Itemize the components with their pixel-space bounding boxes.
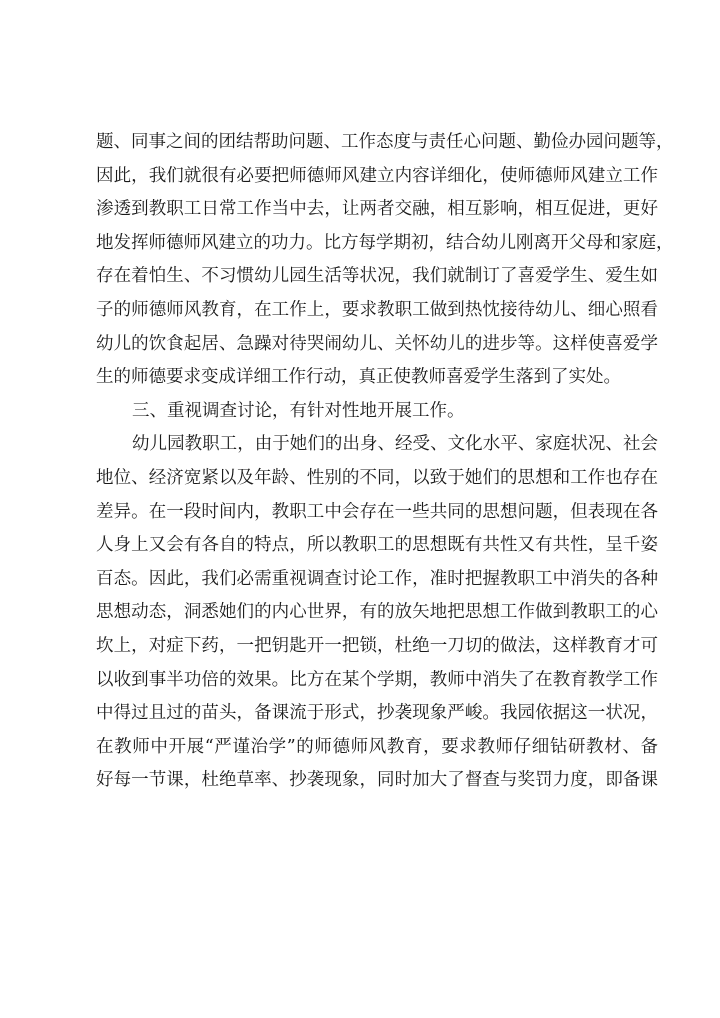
- text-line: 渗透到教职工日常工作当中去，让两者交融，相互影响，相互促进，更好: [96, 199, 658, 220]
- text-line: 以收到事半功倍的效果。比方在某个学期，教师中消失了在教育教学工作: [96, 669, 658, 690]
- text-line: 题、同事之间的团结帮助问题、工作态度与责任心问题、勤俭办园问题等，: [96, 132, 674, 152]
- text-line: 幼儿的饮食起居、急躁对待哭闹幼儿、关怀幼儿的进步等。这样使喜爱学: [96, 333, 658, 354]
- text-line: 生的师德要求变成详细工作行动，真正使教师喜爱学生落到了实处。: [96, 367, 621, 388]
- text-line: 坎上，对症下药，一把钥匙开一把锁，杜绝一刀切的做法，这样教育才可: [96, 635, 658, 656]
- text-line: 存在着怕生、不习惯幼儿园生活等状况，我们就制订了喜爱学生、爱生如: [96, 266, 658, 287]
- text-line: 思想动态，洞悉她们的内心世界，有的放矢地把思想工作做到教职工的心: [96, 602, 658, 623]
- text-line: 好每一节课，杜绝草率、抄袭现象，同时加大了督查与奖罚力度，即备课: [96, 770, 658, 791]
- section-heading: 三、重视调查讨论，有针对性地开展工作。: [132, 400, 465, 421]
- text-line: 百态。因此，我们必需重视调查讨论工作，准时把握教职工中消失的各种: [96, 568, 658, 589]
- text-line: 差异。在一段时间内，教职工中会存在一些共同的思想问题，但表现在各: [96, 501, 658, 522]
- text-line: 地位、经济宽紧以及年龄、性别的不同，以致于她们的思想和工作也存在: [96, 467, 658, 488]
- text-line: 幼儿园教职工，由于她们的出身、经受、文化水平、家庭状况、社会: [132, 434, 658, 455]
- text-line: 人身上又会有各自的特点，所以教职工的思想既有共性又有共性，呈千姿: [96, 535, 658, 556]
- body-text: [96, 126, 674, 798]
- text-line: 地发挥师德师风建立的功力。比方每学期初，结合幼儿刚离开父母和家庭，: [96, 232, 674, 253]
- text-line: 在教师中开展“严谨治学”的师德师风教育，要求教师仔细钻研教材、备: [96, 736, 658, 757]
- text-line: 中得过且过的苗头，备课流于形式，抄袭现象严峻。我园依据这一状况，: [96, 703, 658, 724]
- text-line: 子的师德师风教育，在工作上，要求教职工做到热忱接待幼儿、细心照看: [96, 299, 658, 320]
- text-line: 因此，我们就很有必要把师德师风建立内容详细化，使师德师风建立工作: [96, 165, 658, 186]
